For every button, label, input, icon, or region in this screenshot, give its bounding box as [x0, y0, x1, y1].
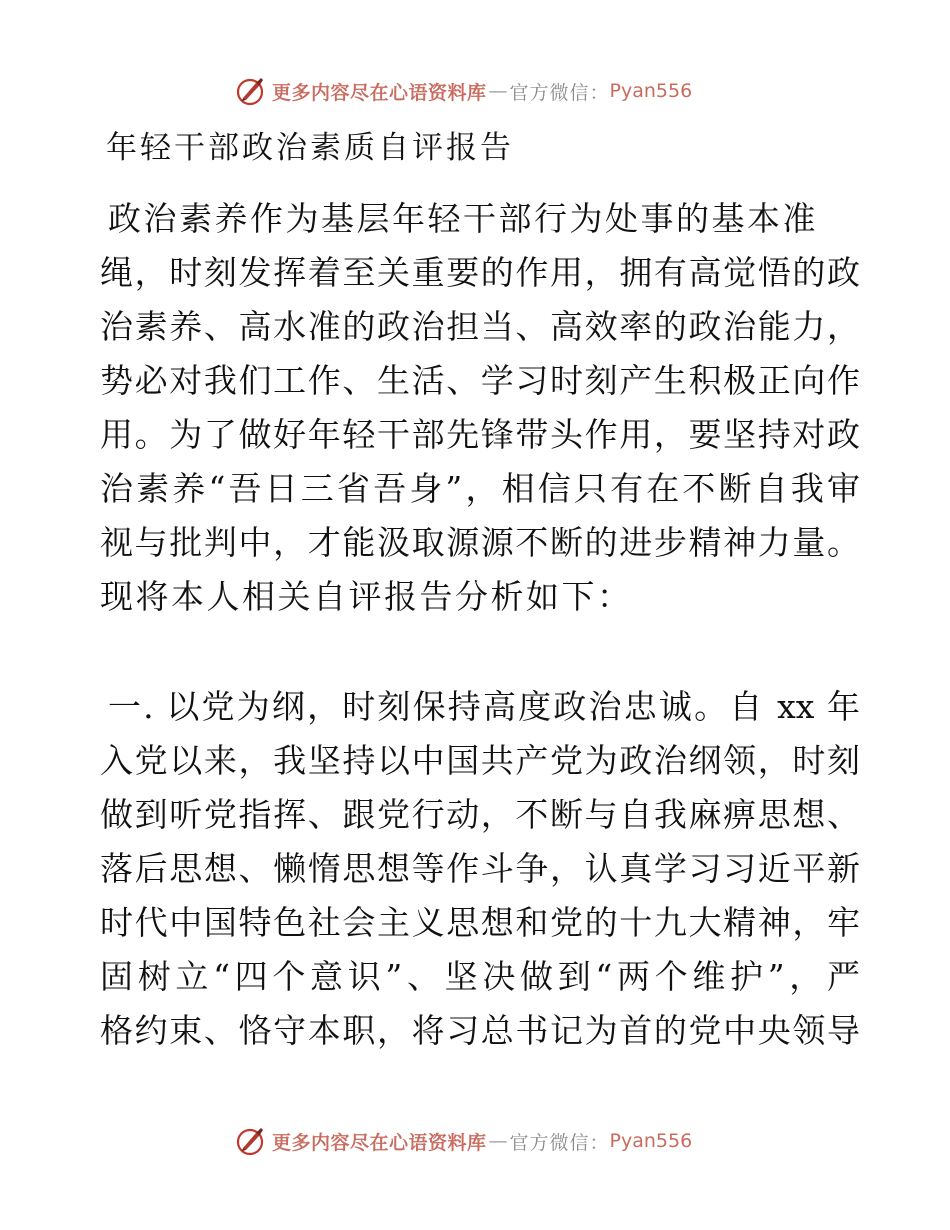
paragraph-line: 一. 以党为纲，时刻保持高度政治忠诚。自 xx 年: [108, 687, 860, 726]
watermark-text: 更多内容尽在心语资料库: [272, 1131, 487, 1154]
paragraph-line: 时代中国特色社会主义思想和党的十九大精神，牢: [100, 903, 860, 942]
watermark-official-label: 官方微信：: [509, 81, 610, 104]
watermark-dash: —: [488, 80, 508, 102]
quill-logo-icon: [234, 1125, 266, 1157]
paragraph-line: 治素养“吾日三省吾身”，相信只有在不断自我审: [100, 469, 860, 508]
watermark-footer: [234, 1124, 692, 1158]
paragraph-line: 做到听党指挥、跟党行动，不断与自我麻痹思想、: [100, 795, 860, 834]
paragraph-line: 势必对我们工作、生活、学习时刻产生积极正向作: [100, 361, 860, 400]
paragraph-line: 固树立“四个意识”、坚决做到“两个维护”，严: [100, 957, 860, 996]
paragraph-line: 用。为了做好年轻干部先锋带头作用，要坚持对政: [100, 415, 860, 454]
paragraph-section-one: [100, 680, 860, 1058]
paragraph-line: 治素养、高水准的政治担当、高效率的政治能力，: [100, 307, 860, 346]
watermark-wechat-id: Pyan556: [609, 1130, 693, 1152]
quill-logo-icon: [234, 75, 266, 107]
watermark-official-label: 官方微信：: [509, 1131, 610, 1154]
watermark-text: 更多内容尽在心语资料库: [272, 81, 487, 104]
paragraph-line: 绳，时刻发挥着至关重要的作用，拥有高觉悟的政: [100, 253, 860, 292]
paragraph-line: 入党以来，我坚持以中国共产党为政治纲领，时刻: [100, 741, 860, 780]
document-title: 年轻干部政治素质自评报告: [106, 130, 514, 166]
paragraph-intro: [100, 192, 860, 624]
paragraph-line: 现将本人相关自评报告分析如下：: [100, 577, 633, 616]
watermark-header: [234, 74, 692, 108]
watermark-dash: —: [488, 1130, 508, 1152]
paragraph-line: 视与批判中，才能汲取源源不断的进步精神力量。: [100, 523, 860, 562]
watermark-wechat-id: Pyan556: [609, 80, 693, 102]
paragraph-line: 格约束、恪守本职，将习总书记为首的党中央领导: [100, 1011, 860, 1050]
paragraph-line: 落后思想、懒惰思想等作斗争，认真学习习近平新: [100, 849, 860, 888]
paragraph-line: 政治素养作为基层年轻干部行为处事的基本准: [108, 199, 818, 238]
